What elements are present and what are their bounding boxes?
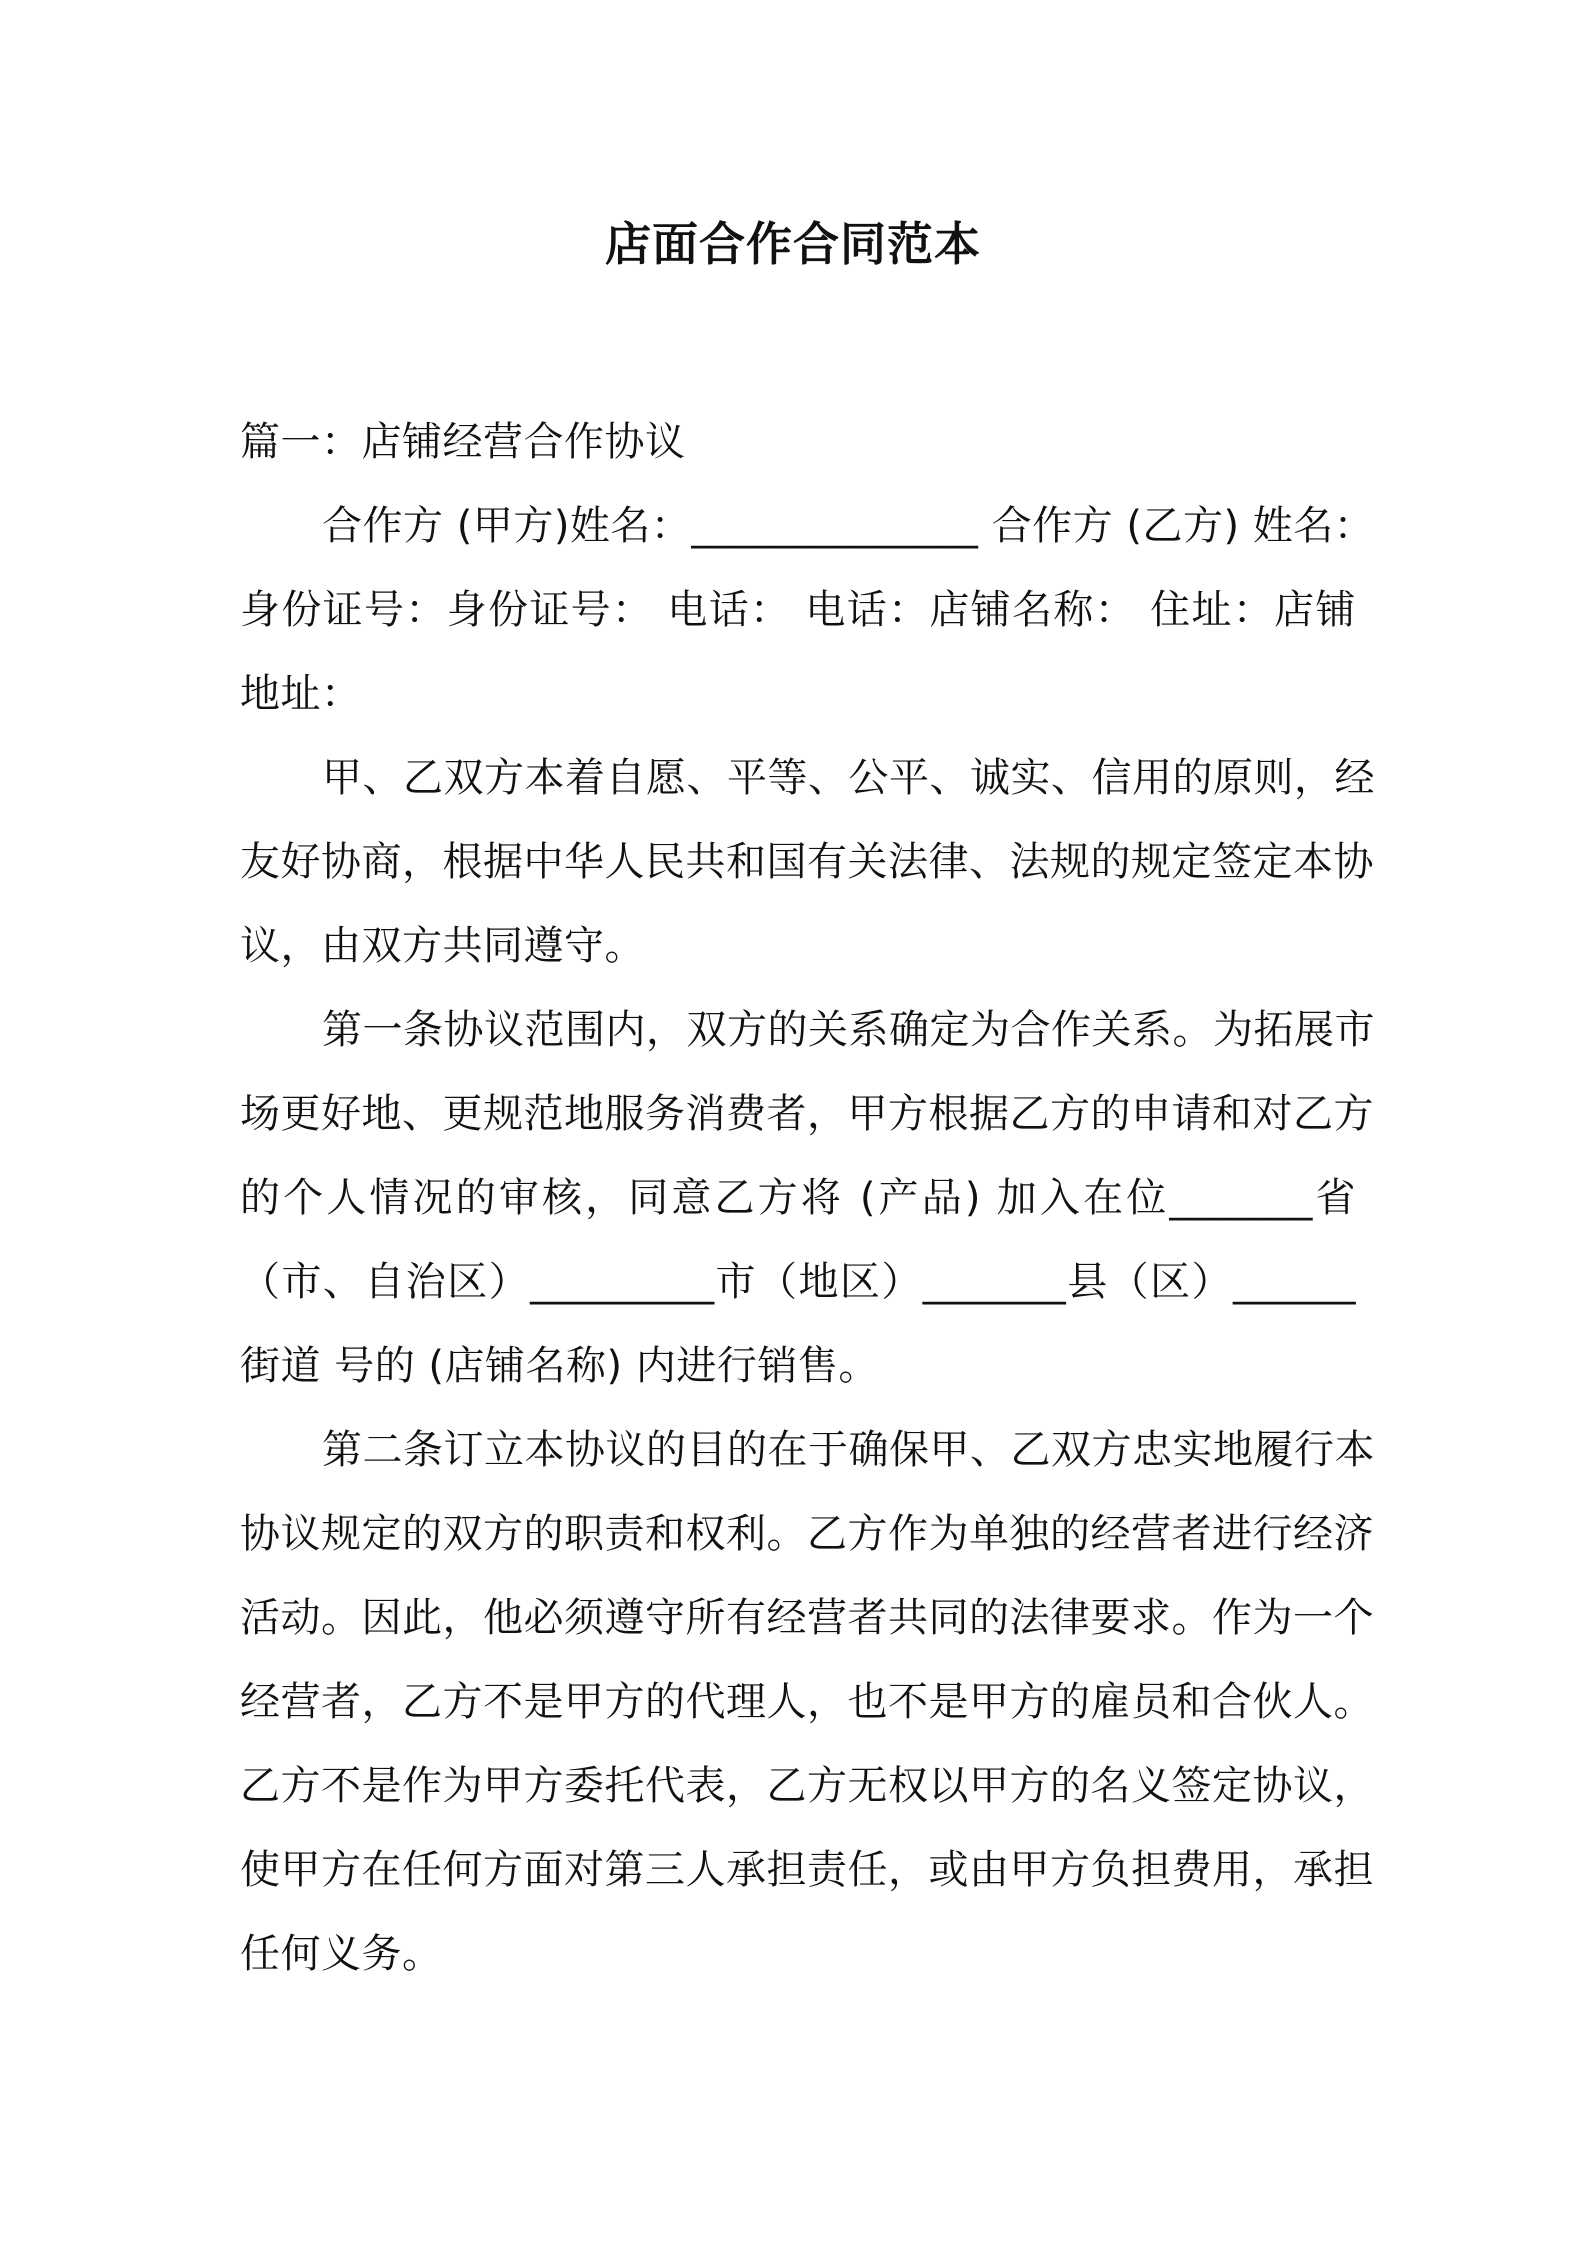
paragraph-line: 街道 号的 (店铺名称) 内进行销售。 [240,1343,879,1389]
party-info-paragraph [240,484,1375,736]
document-body [240,400,1375,1996]
paragraph-line: 地址： [240,671,362,717]
paragraph-line: （市、自治区）_________市（地区）_______县（区）______ [240,1259,1356,1305]
paragraph-line: 使甲方在任何方面对第三人承担责任，或由甲方负担费用，承担 [240,1847,1374,1893]
paragraph-line: 协议规定的双方的职责和权利。乙方作为单独的经营者进行经济 [240,1511,1374,1557]
article-2-paragraph [240,1408,1375,1996]
paragraph-line: 经营者，乙方不是甲方的代理人，也不是甲方的雇员和合伙人。 [240,1679,1374,1725]
paragraph-line: 任何义务。 [240,1931,443,1977]
article-1-paragraph [240,988,1375,1408]
paragraph-line: 的个人情况的审核，同意乙方将 (产品) 加入在位_______省 [240,1175,1356,1221]
section-heading: 篇一：店铺经营合作协议 [240,419,686,465]
paragraph-line: 合作方 (甲方)姓名：______________ 合作方 (乙方) 姓名： [322,503,1375,549]
paragraph-line: 友好协商，根据中华人民共和国有关法律、法规的规定签定本协 [240,839,1374,885]
paragraph-line: 甲、乙双方本着自愿、平等、公平、诚实、信用的原则，经 [322,755,1375,801]
paragraph-line: 身份证号：身份证号： 电话： 电话：店铺名称： 住址：店铺 [240,587,1356,633]
document-title: 店面合作合同范本 [605,217,981,271]
paragraph-line: 第一条协议范围内，双方的关系确定为合作关系。为拓展市 [322,1007,1375,1053]
paragraph-line: 活动。因此，他必须遵守所有经营者共同的法律要求。作为一个 [240,1595,1374,1641]
paragraph-line: 议，由双方共同遵守。 [240,923,645,969]
principles-paragraph [240,736,1375,988]
paragraph-line: 第二条订立本协议的目的在于确保甲、乙双方忠实地履行本 [322,1427,1375,1473]
paragraph-line: 乙方不是作为甲方委托代表，乙方无权以甲方的名义签定协议， [240,1763,1374,1809]
paragraph-line: 场更好地、更规范地服务消费者，甲方根据乙方的申请和对乙方 [240,1091,1374,1137]
